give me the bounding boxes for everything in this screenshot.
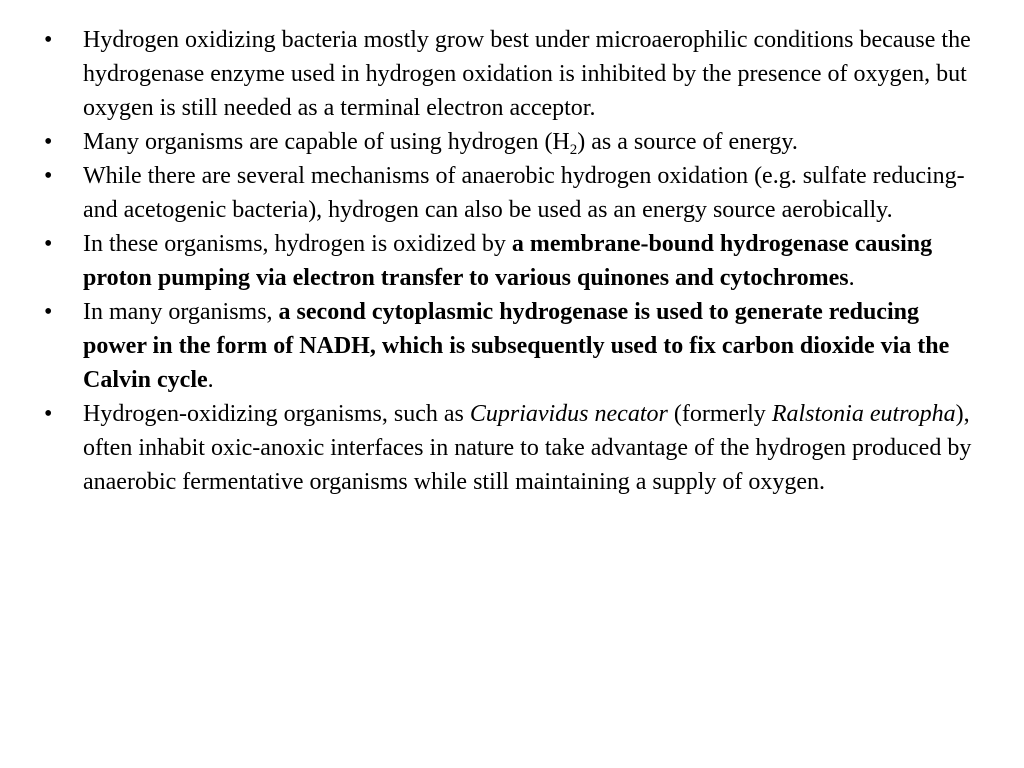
bullet-list — [44, 23, 974, 499]
subscript-segment: 2 — [569, 142, 578, 158]
text-segment: . — [207, 367, 214, 393]
bold-segment: a second cytoplasmic hydrogenase is used to generate reducing power in the form of NADH, which is subsequently used to fix carbon dioxide via the Calvin cycle — [83, 299, 950, 393]
text-segment: . — [848, 265, 855, 291]
bullet-item-6 — [44, 397, 974, 499]
bullet-item-5 — [44, 295, 974, 397]
text-segment: ) as a source of energy. — [577, 129, 798, 155]
bullet-item-2 — [44, 125, 974, 159]
text-segment: In many organisms, — [83, 299, 279, 325]
bold-segment: a membrane-bound hydrogenase causing proton pumping via electron transfer to various quinones and cytochromes — [83, 231, 933, 291]
bullet-item-4 — [44, 227, 974, 295]
text-segment: Many organisms are capable of using hydrogen (H — [83, 129, 570, 155]
text-segment: While there are several mechanisms of anaerobic hydrogen oxidation (e.g. sulfate reducing- and acetogenic bacteria), hydrogen can also be used as an energy source aerobically. — [83, 163, 965, 223]
italic-segment: Ralstonia eutropha — [771, 401, 956, 427]
bullet-item-3 — [44, 159, 974, 227]
text-segment: ), often inhabit oxic-anoxic interfaces in nature to take advantage of the hydrogen produced by anaerobic fermentative organisms while still maintaining a supply of oxygen. — [83, 401, 972, 495]
text-segment: In these organisms, hydrogen is oxidized by — [83, 231, 512, 257]
italic-segment: Cupriavidus necator — [469, 401, 668, 427]
text-segment: Hydrogen oxidizing bacteria mostly grow best under microaerophilic conditions because the hydrogenase enzyme used in hydrogen oxidation is inhibited by the presence of oxygen, but oxygen is still needed as a terminal electron acceptor. — [83, 27, 971, 121]
text-segment: Hydrogen-oxidizing organisms, such as — [83, 401, 470, 427]
text-segment: (formerly — [667, 401, 772, 427]
bullet-item-1 — [44, 23, 974, 125]
